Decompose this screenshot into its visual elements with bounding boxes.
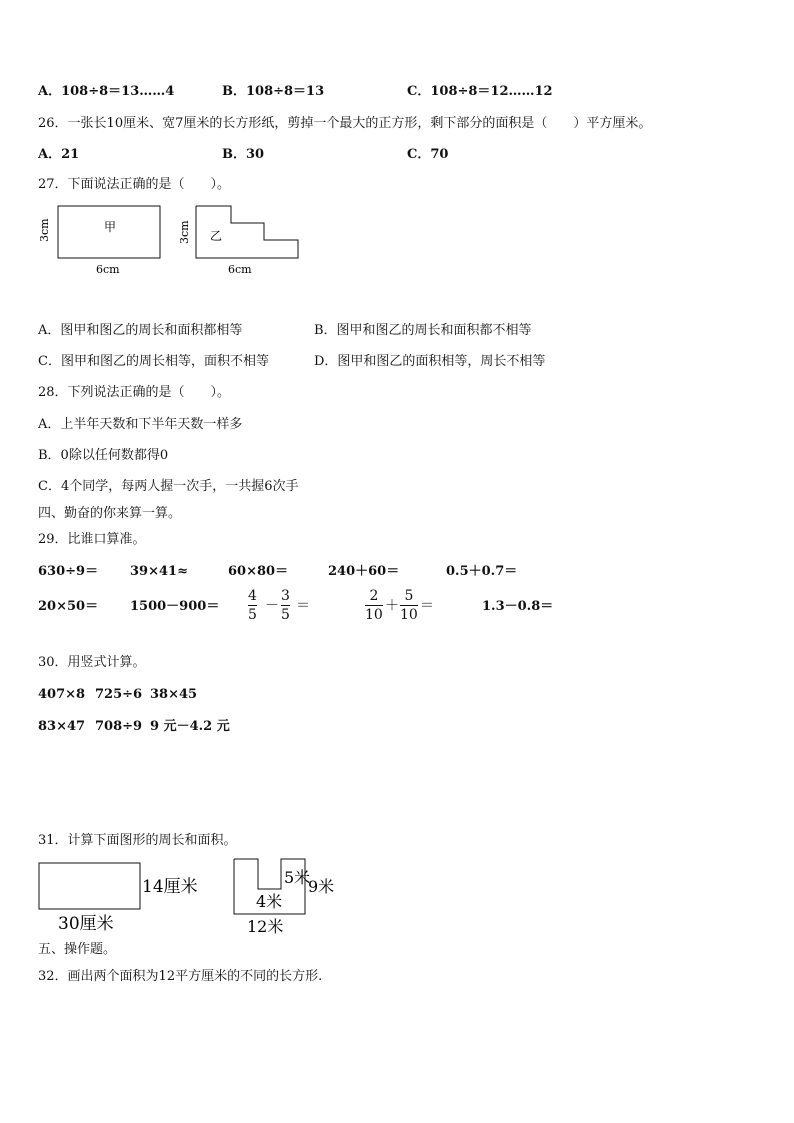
q29-fraction-3-5: 3 5 [281, 588, 290, 623]
q27-option-a: A．图甲和图乙的周长和面积都相等 [38, 323, 243, 338]
q31-width-label: 12米 [247, 917, 284, 936]
q29-item-10: 1.3－0.8＝ [482, 599, 554, 614]
q29-fraction-2-10: 2 10 [365, 588, 383, 623]
q26-stem: 26．一张长10厘米、宽7厘米的长方形纸，剪掉一个最大的正方形，剩下部分的面积是（ ）平方厘米。 [38, 116, 652, 131]
q30-item-4: 83×47 [38, 719, 86, 734]
q31-rect-width-label: 30厘米 [58, 914, 114, 934]
q31-figures [34, 855, 354, 940]
q29-minus-sign: － [265, 598, 279, 614]
q26-option-c: C．70 [407, 147, 449, 162]
q29-item-7: 1500－900＝ [130, 599, 220, 614]
q29-item-1: 630÷9＝ [38, 564, 99, 579]
q27-option-d: D．图甲和图乙的面积相等，周长不相等 [314, 354, 546, 369]
section-5-heading: 五、操作题。 [38, 942, 117, 957]
q31-inner-width-label: 4米 [256, 892, 283, 911]
q30-item-6: 9 元－4.2 元 [150, 719, 230, 734]
q32-stem: 32．画出两个面积为12平方厘米的不同的长方形. [38, 969, 323, 984]
q31-height-label: 9米 [308, 877, 335, 896]
q26-option-a: A．21 [38, 147, 80, 162]
section-4-heading: 四、勤奋的你来算一算。 [38, 506, 182, 521]
q25-option-c: C．108÷8＝12……12 [407, 84, 553, 99]
q28-option-a: A．上半年天数和下半年天数一样多 [38, 417, 243, 432]
q29-plus-sign: ＋ [385, 598, 399, 614]
q30-item-1: 407×8 [38, 687, 86, 702]
q29-equals-sign-2: ＝ [420, 598, 434, 614]
q25-option-a: A．108÷8＝13……4 [38, 84, 175, 99]
q26-option-b: B．30 [222, 147, 265, 162]
figure-yi-width-label: 6cm [228, 263, 252, 276]
q28-option-c: C．4个同学，每两人握一次手，一共握6次手 [38, 479, 299, 494]
q25-option-b: B．108÷8＝13 [222, 84, 325, 99]
q27-option-c: C．图甲和图乙的周长相等，面积不相等 [38, 354, 269, 369]
q30-item-3: 38×45 [150, 687, 198, 702]
q29-item-3: 60×80＝ [228, 564, 289, 579]
q31-inner-height-label: 5米 [284, 868, 311, 887]
q28-stem: 28．下列说法正确的是（ ）。 [38, 385, 231, 400]
q27-figures [30, 198, 320, 280]
q29-item-5: 0.5＋0.7＝ [446, 564, 518, 579]
q31-stem: 31．计算下面图形的周长和面积。 [38, 833, 237, 848]
q29-item-2: 39×41≈ [130, 564, 188, 579]
q30-item-2: 725÷6 [95, 687, 143, 702]
q28-option-b: B．0除以任何数都得0 [38, 448, 169, 463]
q27-option-b: B．图甲和图乙的周长和面积都不相等 [314, 323, 532, 338]
q31-rect-height-label: 14厘米 [142, 877, 198, 897]
q29-item-6: 20×50＝ [38, 599, 99, 614]
figure-jia-width-label: 6cm [96, 263, 120, 276]
q29-fraction-5-10: 5 10 [400, 588, 418, 623]
q29-fraction-4-5: 4 5 [248, 588, 257, 623]
q29-equals-sign: ＝ [296, 598, 310, 614]
figure-yi-label: 乙 [210, 229, 223, 243]
q29-stem: 29．比谁口算准。 [38, 532, 146, 547]
figure-yi-height-label: 3cm [178, 220, 191, 244]
q27-stem: 27．下面说法正确的是（ ）。 [38, 177, 231, 192]
q31-rectangle [39, 863, 140, 909]
figure-jia-label: 甲 [104, 220, 117, 234]
q30-stem: 30．用竖式计算。 [38, 655, 146, 670]
q30-item-5: 708÷9 [95, 719, 143, 734]
figure-jia-height-label: 3cm [38, 218, 51, 242]
q29-item-4: 240＋60＝ [328, 564, 400, 579]
